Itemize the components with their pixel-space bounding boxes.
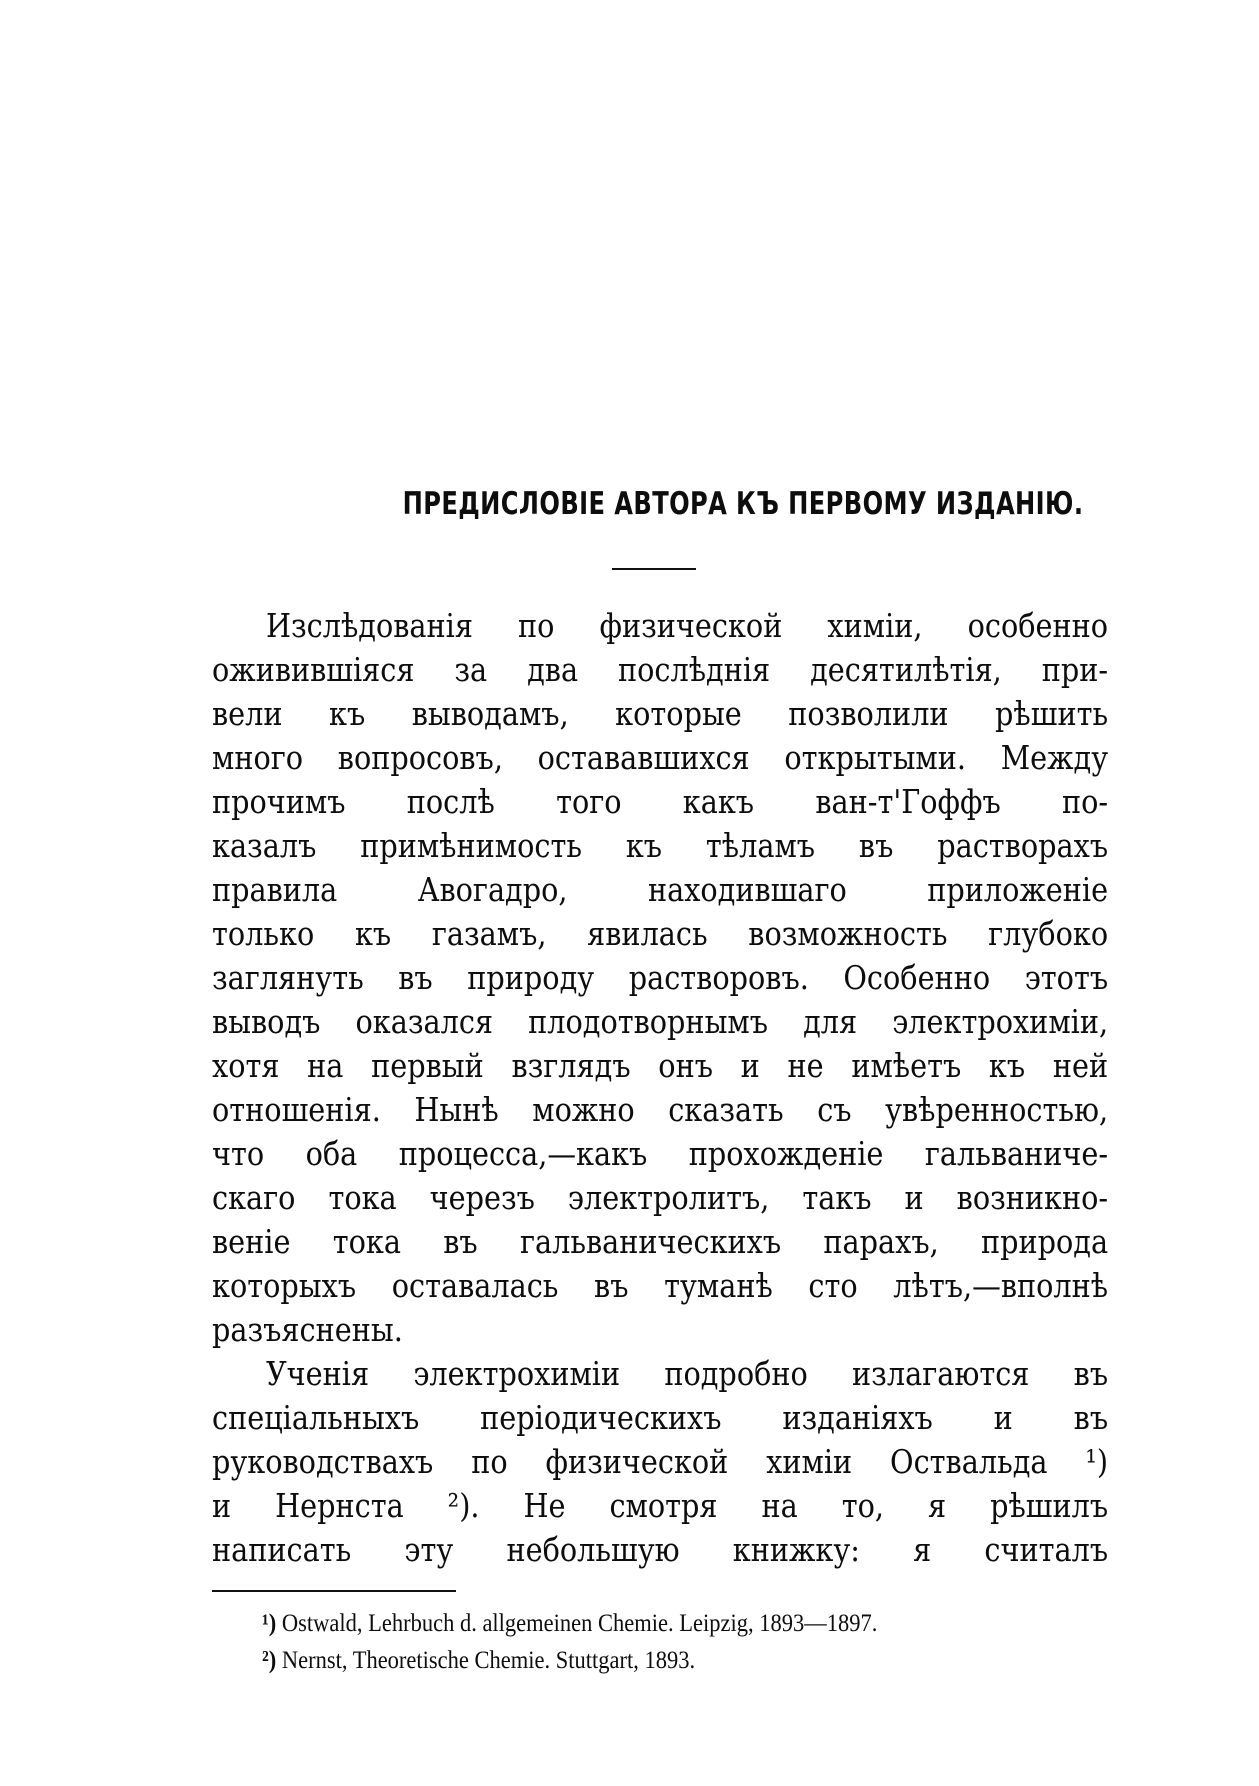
body-text	[212, 604, 1108, 1572]
text-line: вели къ выводамъ, которые позволили рѣшить	[212, 694, 1109, 733]
footnote-text: Nernst, Theoretische Chemie. Stuttgart, 1893.	[281, 1647, 696, 1674]
footnote-marker: ¹)	[262, 1610, 277, 1637]
text-line: Изслѣдованія по физической химіи, особенно	[265, 606, 1109, 645]
text-line: руководствахъ по физической химіи Оствальда ¹)	[212, 1442, 1109, 1481]
text-line: и Нернста ²). Не смотря на то, я рѣшилъ	[212, 1486, 1109, 1525]
title-divider	[612, 568, 696, 570]
footnotes	[262, 1605, 1132, 1679]
text-line: спеціальныхъ періодическихъ изданіяхъ и въ	[212, 1398, 1109, 1437]
text-line: что оба процесса,—какъ прохожденіе гальваниче-	[212, 1134, 1109, 1173]
text-line: заглянуть въ природу растворовъ. Особенно этотъ	[212, 958, 1109, 997]
text-line: казалъ примѣнимость къ тѣламъ въ растворахъ	[212, 826, 1109, 865]
footnote-marker: ²)	[262, 1647, 277, 1674]
text-line: которыхъ оставалась въ туманѣ сто лѣтъ,—вполнѣ	[212, 1266, 1109, 1305]
text-line: прочимъ послѣ того какъ ван-т'Гоффъ по-	[212, 782, 1109, 821]
text-line: много вопросовъ, остававшихся открытыми. Между	[212, 738, 1109, 777]
text-line: только къ газамъ, явилась возможность глубоко	[212, 914, 1109, 953]
footnote-divider	[212, 1590, 456, 1592]
text-line: веніе тока въ гальваническихъ парахъ, природа	[212, 1222, 1109, 1261]
text-line: правила Авогадро, находившаго приложеніе	[212, 870, 1109, 909]
footnote-text: Ostwald, Lehrbuch d. allgemeinen Chemie. Leipzig, 1893—1897.	[281, 1610, 878, 1637]
footnote	[262, 1642, 1045, 1679]
text-line: оживившіяся за два послѣднія десятилѣтія, при-	[212, 650, 1109, 689]
footnote	[262, 1605, 1045, 1642]
text-line: написать эту небольшую книжку: я считалъ	[212, 1530, 1109, 1569]
page-title: ПРЕДИСЛОВІЕ АВТОРА КЪ ПЕРВОМУ ИЗДАНІЮ.	[402, 486, 1084, 522]
text-line: хотя на первый взглядъ онъ и не имѣетъ къ ней	[212, 1046, 1109, 1085]
text-line: выводъ оказался плодотворнымъ для электрохиміи,	[212, 1002, 1109, 1041]
text-line: Ученія электрохиміи подробно излагаются въ	[265, 1354, 1109, 1393]
text-line: разъяснены.	[212, 1310, 403, 1349]
text-line: отношенія. Нынѣ можно сказать съ увѣренностью,	[212, 1090, 1109, 1129]
text-line: скаго тока черезъ электролитъ, такъ и возникно-	[212, 1178, 1109, 1217]
